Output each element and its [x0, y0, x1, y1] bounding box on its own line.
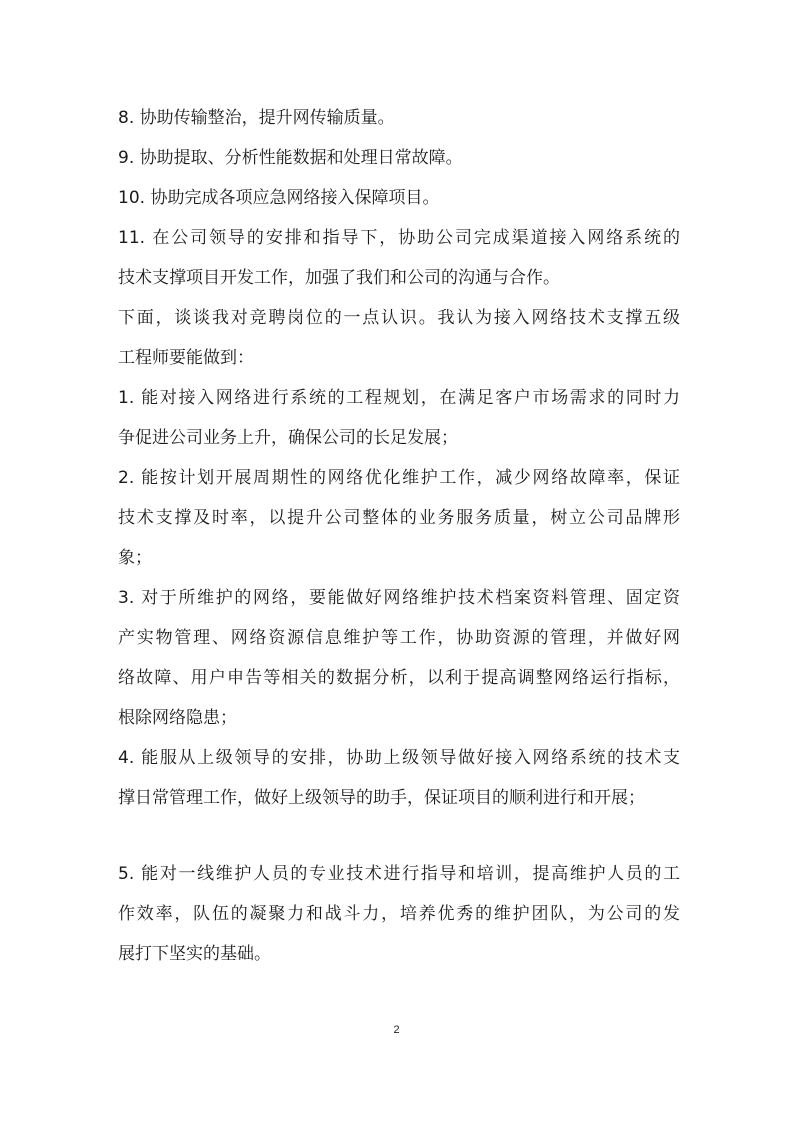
paragraph-line: 撑日常管理工作，做好上级领导的助手，保证项目的顺利进行和开展； — [118, 788, 645, 808]
paragraph-line: 11. 在公司领导的安排和指导下，协助公司完成渠道接入网络系统的 — [118, 228, 680, 248]
paragraph-line: 下面，谈谈我对竞聘岗位的一点认识。我认为接入网络技术支撑五级 — [118, 308, 680, 328]
paragraph-line: 2. 能按计划开展周期性的网络优化维护工作，减少网络故障率，保证 — [118, 468, 680, 488]
paragraph-line: 9. 协助提取、分析性能数据和处理日常故障。 — [118, 148, 463, 168]
paragraph-line: 5. 能对一线维护人员的专业技术进行指导和培训，提高维护人员的工 — [118, 864, 680, 884]
paragraph-line: 技术支撑项目开发工作，加强了我们和公司的沟通与合作。 — [118, 268, 560, 288]
document-body — [118, 98, 680, 974]
paragraph-line: 根除网络隐患； — [118, 708, 237, 728]
paragraph-line: 8. 协助传输整治，提升网传输质量。 — [118, 108, 395, 128]
paragraph-line: 10. 协助完成各项应急网络接入保障项目。 — [118, 188, 440, 208]
page-number: 2 — [393, 1024, 400, 1036]
paragraph-line: 展打下坚实的基础。 — [118, 944, 271, 964]
paragraph-line: 争促进公司业务上升，确保公司的长足发展； — [118, 428, 458, 448]
paragraph-line: 象； — [118, 548, 152, 568]
paragraph-line: 作效率，队伍的凝聚力和战斗力，培养优秀的维护团队，为公司的发 — [118, 904, 680, 924]
paragraph-line: 1. 能对接入网络进行系统的工程规划，在满足客户市场需求的同时力 — [118, 388, 680, 408]
paragraph-gap — [118, 818, 680, 854]
paragraph-line: 产实物管理、网络资源信息维护等工作，协助资源的管理，并做好网 — [118, 628, 680, 648]
paragraph-line: 络故障、用户申告等相关的数据分析，以利于提高调整网络运行指标， — [118, 668, 680, 688]
paragraph-line: 工程师要能做到： — [118, 348, 254, 368]
paragraph-line: 3. 对于所维护的网络，要能做好网络维护技术档案资料管理、固定资 — [118, 588, 680, 608]
paragraph-line: 4. 能服从上级领导的安排，协助上级领导做好接入网络系统的技术支 — [118, 748, 680, 768]
paragraph-line: 技术支撑及时率，以提升公司整体的业务服务质量，树立公司品牌形 — [118, 508, 680, 528]
